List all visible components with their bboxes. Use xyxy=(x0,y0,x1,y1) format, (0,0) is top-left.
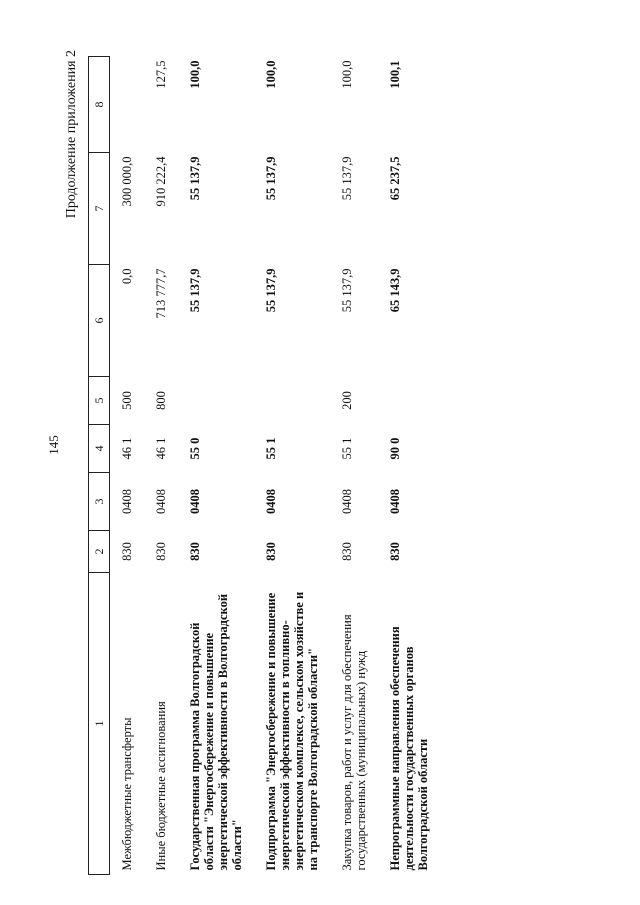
table-row xyxy=(254,57,330,875)
row-col-7: 300 000,0 xyxy=(120,156,134,207)
header-cell-7: 7 xyxy=(89,153,110,265)
row-col-8: 100,0 xyxy=(264,60,278,89)
row-col-2: 830 xyxy=(388,542,402,561)
header-cell-3: 3 xyxy=(89,473,110,531)
row-col-8 xyxy=(110,57,145,153)
row-col-4: 55 1 xyxy=(340,437,354,460)
row-col-3: 0408 xyxy=(388,489,402,514)
row-col-3: 0408 xyxy=(340,489,354,514)
row-col-8: 100,0 xyxy=(188,60,202,89)
row-col-2: 830 xyxy=(188,542,202,561)
header-cell-5: 5 xyxy=(89,377,110,425)
row-description: Государственная программа Волгоградской области "Энергосбережение и повышение энергетической эффективности в Волгоградской области" xyxy=(188,593,244,871)
row-description: Межбюджетные трансферты xyxy=(120,717,134,871)
header-cell-1: 1 xyxy=(89,573,110,875)
row-col-6: 55 137,9 xyxy=(188,268,202,313)
row-col-3: 0408 xyxy=(120,489,134,514)
row-col-4: 90 0 xyxy=(388,437,402,460)
header-cell-4: 4 xyxy=(89,425,110,473)
row-col-7: 55 137,9 xyxy=(188,156,202,201)
row-description: Непрограммные направления обеспечения деятельности государственных органов Волгоградской области xyxy=(388,626,430,871)
row-col-8: 100,1 xyxy=(388,60,402,89)
row-col-6: 0,0 xyxy=(120,268,134,285)
row-col-3: 0408 xyxy=(188,489,202,514)
row-col-7: 65 237,5 xyxy=(388,156,402,201)
row-description: Закупка товаров, работ и услуг для обеспечения государственных (муниципальных) нужд xyxy=(340,614,368,871)
table-row xyxy=(144,57,178,875)
row-col-3: 0408 xyxy=(154,489,168,514)
row-col-2: 830 xyxy=(154,542,168,561)
row-col-5 xyxy=(378,377,440,425)
header-cell-6: 6 xyxy=(89,265,110,377)
row-description: Подпрограмма "Энергосбережение и повышение энергетической эффективности в топливно-энергетическом комплексе, сельском хозяйстве и на транспорте Волгоградской области" xyxy=(264,591,320,871)
header-cell-8: 8 xyxy=(89,57,110,153)
table-row xyxy=(178,57,254,875)
header-row xyxy=(89,57,110,875)
row-col-6: 55 137,9 xyxy=(340,268,354,313)
row-col-2: 830 xyxy=(120,542,134,561)
row-col-5 xyxy=(254,377,330,425)
row-col-5: 500 xyxy=(120,391,134,410)
row-col-6: 65 143,9 xyxy=(388,268,402,313)
table-row xyxy=(378,57,440,875)
row-col-5 xyxy=(178,377,254,425)
page-number: 145 xyxy=(46,435,61,455)
row-col-4: 55 0 xyxy=(188,437,202,460)
row-col-8: 100,0 xyxy=(340,60,354,89)
row-col-4: 46 1 xyxy=(120,437,134,460)
row-description: Иные бюджетные ассигнования xyxy=(154,701,168,871)
budget-table xyxy=(88,56,440,875)
row-col-7: 910 222,4 xyxy=(154,156,168,207)
row-col-7: 55 137,9 xyxy=(264,156,278,201)
row-col-4: 46 1 xyxy=(154,437,168,460)
row-col-2: 830 xyxy=(264,542,278,561)
row-col-4: 55 1 xyxy=(264,437,278,460)
row-col-5: 200 xyxy=(340,391,354,410)
appendix-continuation-label: Продолжение приложения 2 xyxy=(64,50,79,219)
table-row xyxy=(330,57,378,875)
row-col-8: 127,5 xyxy=(154,60,168,89)
row-col-5: 800 xyxy=(154,391,168,410)
row-col-6: 713 777,7 xyxy=(154,268,168,319)
row-col-7: 55 137,9 xyxy=(340,156,354,201)
row-col-3: 0408 xyxy=(264,489,278,514)
row-col-2: 830 xyxy=(340,542,354,561)
header-cell-2: 2 xyxy=(89,531,110,573)
table-row xyxy=(110,57,145,875)
row-col-6: 55 137,9 xyxy=(264,268,278,313)
